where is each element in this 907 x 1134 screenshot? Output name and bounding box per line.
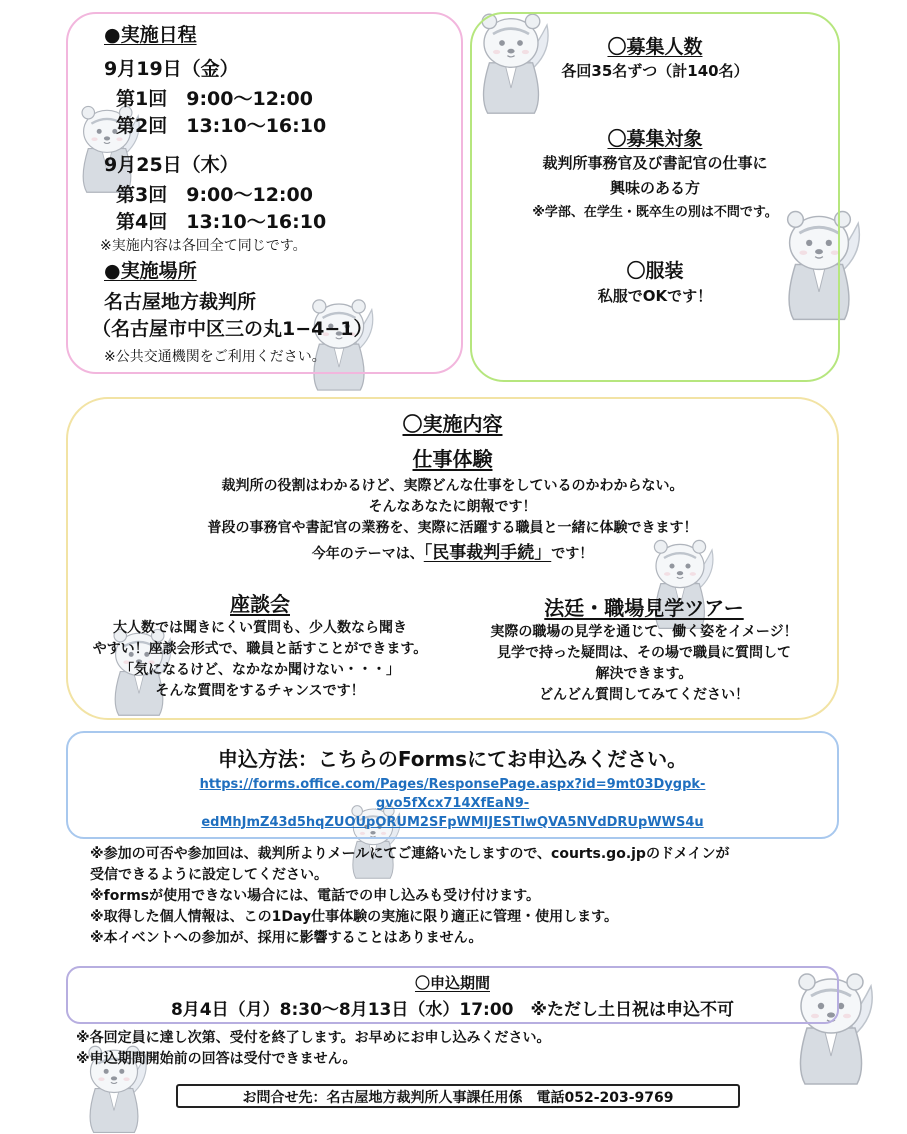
notes-block [90,844,730,949]
schedule-date-2: 9月25日（木） [104,154,239,176]
talk-line-3: 「気になるけど、なかなか聞けない・・・」 [120,662,400,678]
target-heading: 〇募集対象 [607,128,703,150]
work-line-2: そんなあなたに朗報です！ [368,499,537,515]
schedule-session-4: 第4回 13:10〜16:10 [116,211,327,233]
work-heading: 仕事体験 [412,447,493,471]
tour-line-4: どんどん質問してみてください！ [539,687,749,703]
target-line-1: 裁判所事務官及び書記官の仕事に [542,154,768,172]
dress-text: 私服でOKです！ [597,287,713,305]
talk-line-1: 大人数では聞きにくい質問も、少人数なら聞き [113,620,407,636]
schedule-session-1: 第1回 9:00〜12:00 [116,88,313,110]
venue-name: 名古屋地方裁判所 [104,291,257,313]
theme-name: 「民事裁判手続」 [423,543,552,563]
forms-url-line-2[interactable]: gvo5fXcx714XfEaN9- [375,796,530,811]
forms-link[interactable] [66,775,839,832]
work-line-3: 普段の事務官や書記官の業務を、実際に活躍する職員と一緒に体験できます！ [207,520,698,536]
theme-suffix: です！ [551,546,594,562]
content-heading: 〇実施内容 [402,412,503,436]
dress-heading: 〇服装 [626,260,684,282]
forms-url-line-1[interactable]: https://forms.office.com/Pages/ResponsePage.aspx?id=9mt03Dygpk- [199,777,706,792]
tour-line-3: 解決できます。 [595,666,693,682]
note-line-3: ※formsが使用できない場合には、電話での申し込みも受け付けます。 [90,888,541,904]
period-heading: 〇申込期間 [414,974,490,992]
talk-line-2: やすい！座談会形式で、職員と話すことができます。 [92,641,428,657]
schedule-heading: ●実施日程 [104,24,197,46]
tour-line-1: 実際の職場の見学を通じて、働く姿をイメージ！ [490,624,798,640]
work-line-1: 裁判所の役割はわかるけど、実際どんな仕事をしているのかわからない。 [221,478,684,494]
period-note-line-1: ※各回定員に達し次第、受付を終了します。お早めにお申し込みください。 [76,1030,551,1046]
note-line-5: ※本イベントへの参加が、採用に影響することはありません。 [90,930,483,946]
venue-heading: ●実施場所 [104,260,197,282]
theme-prefix: 今年のテーマは、 [311,546,424,562]
period-text: 8月4日（月）8:30〜8月13日（水）17:00 ※ただし土日祝は申込不可 [170,1000,735,1020]
forms-url-line-3[interactable]: edMhJmZ43d5hqZUOUpORUM2SFpWMlJESTIwQVA5NVdDRUpWWS4u [201,815,704,830]
period-notes [76,1028,551,1070]
count-text: 各回35名ずつ（計140名） [561,62,749,80]
note-line-1: ※参加の可否や参加回は、裁判所よりメールにてご連絡いたしますので、courts.go.jpのドメインが [90,846,730,862]
venue-note: ※公共交通機関をご利用ください。 [104,349,326,365]
target-line-2: 興味のある方 [609,179,700,197]
schedule-session-2: 第2回 13:10〜16:10 [116,115,327,137]
talk-line-4: そんな質問をするチャンスです！ [155,683,365,699]
note-line-2: 受信できるように設定してください。 [90,867,328,883]
schedule-session-3: 第3回 9:00〜12:00 [116,184,313,206]
schedule-date-1: 9月19日（金） [104,58,239,80]
count-heading: 〇募集人数 [607,36,703,58]
schedule-note: ※実施内容は各回全て同じです。 [100,238,307,254]
venue-address: （名古屋市中区三の丸1−4−1） [92,318,373,340]
tour-heading: 法廷・職場見学ツアー [544,596,744,620]
contact-text: お問合せ先：名古屋地方裁判所人事課任用係 電話052-203-9769 [242,1090,674,1106]
talk-heading: 座談会 [230,592,290,616]
period-note-line-2: ※申込期間開始前の回答は受付できません。 [76,1051,357,1067]
tour-line-2: 見学で持った疑問は、その場で職員に質問して [497,645,791,661]
target-note: ※学部、在学生・既卒生の別は不問です。 [532,205,778,220]
note-line-4: ※取得した個人情報は、この1Day仕事体験の実施に限り適正に管理・使用します。 [90,909,618,925]
apply-heading: 申込方法：こちらのFormsにてお申込みください。 [217,747,688,771]
theme-line [66,538,839,563]
